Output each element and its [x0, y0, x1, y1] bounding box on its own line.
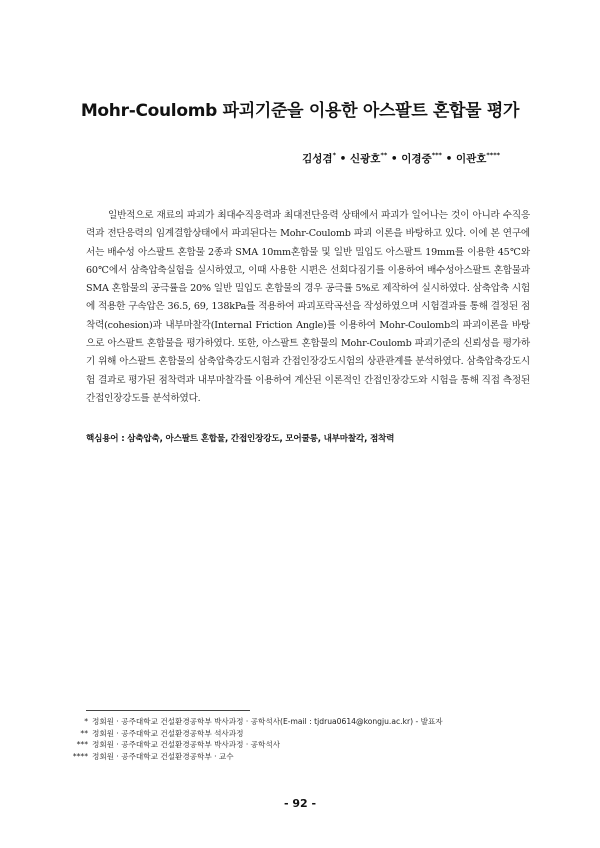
- footnote-text: 정회원 · 공주대학교 건설환경공학부 박사과정 · 공학석사(E-mail : tjdrua0614@kongju.ac.kr) - 발표자: [92, 717, 443, 726]
- author-name: 이경중: [401, 153, 432, 165]
- keywords: 핵심용어 : 삼축압축, 아스팔트 혼합물, 간접인장강도, 모어쿨롱, 내부마찰각, 점착력: [86, 434, 395, 444]
- author-mark: *: [332, 151, 336, 159]
- footnote-divider: [86, 710, 250, 711]
- page-number: - 92 -: [283, 797, 317, 810]
- footnote-item: [70, 751, 540, 763]
- author-mark: ***: [431, 151, 442, 159]
- author-separator: •: [387, 153, 402, 165]
- author-separator: •: [335, 153, 350, 165]
- author-mark: **: [380, 151, 388, 159]
- footnotes: [70, 716, 540, 762]
- abstract-text: 일반적으로 재료의 파괴가 최대수직응력과 최대전단응력 상태에서 파괴가 일어나는 것이 아니라 수직응력과 전단응력의 임계결합상태에서 파괴된다는 Mohr-Coulomb 파괴 이론을 바탕하고 있다. 이에 본 연구에서는 배수성 아스팔트 혼합물 2종과 SMA 10mm혼합물 및 일반 밀입도 아스팔트 19mm를 이용한 45℃와 60℃에서 삼축압축실험을 실시하였고, 이때 사용한 시편은 선회다짐기를 이용하여 배수성아스팔트 혼합물과 SMA 혼합물의 공극률을 20% 일반 밀입도 혼합물의 경우 공극률 5%로 제작하여 실시하였다. 삼축압축 시험에 적용한 구속압은 36.5, 69, 138kPa를 적용하여 파괴포락곡선을 작성하였으며 시험결과를 통해 결정된 점착력(cohesion)과 내부마찰각(Internal Friction Angle)를 이용하여 Mohr-Coulomb의 파괴이론을 바탕으로 아스팔트 혼합물을 평가하였다. 또한, 아스팔트 혼합물의 Mohr-Coulomb 파괴기준의 신뢰성을 평가하기 위해 아스팔트 혼합물의 삼축압축강도시험과 간접인장강도시험의 상관관계를 분석하였다. 삼축압축강도시험 결과로 평가된 점착력과 내부마찰각를 이용하여 계산된 이론적인 간접인장강도와 시험을 통해 직접 측정된 간접인장강도를 분석하였다.: [86, 210, 530, 404]
- footnote-mark: **: [80, 728, 88, 738]
- author-mark: ****: [486, 151, 500, 159]
- footnote-mark: ***: [76, 740, 88, 750]
- footnote-text: 정회원 · 공주대학교 건설환경공학부 석사과정: [92, 728, 244, 738]
- footnote-item: [70, 739, 540, 751]
- footnote-text: 정회원 · 공주대학교 건설환경공학부 · 교수: [92, 751, 234, 761]
- footnote-item: [70, 728, 540, 740]
- footnote-mark: *: [84, 717, 88, 726]
- footnote-item: [70, 716, 540, 728]
- author-list: [302, 151, 500, 166]
- footnote-mark: ****: [72, 751, 88, 761]
- paper-title: Mohr-Coulomb 파괴기준을 이용한 아스팔트 혼합물 평가: [80, 101, 520, 121]
- footnote-text: 정회원 · 공주대학교 건설환경공학부 박사과정 · 공학석사: [92, 740, 281, 750]
- author-name: 이관호: [455, 153, 487, 165]
- author-separator: •: [441, 153, 456, 165]
- author-name: 신광호: [350, 153, 381, 165]
- author-name: 김성겸: [302, 153, 333, 165]
